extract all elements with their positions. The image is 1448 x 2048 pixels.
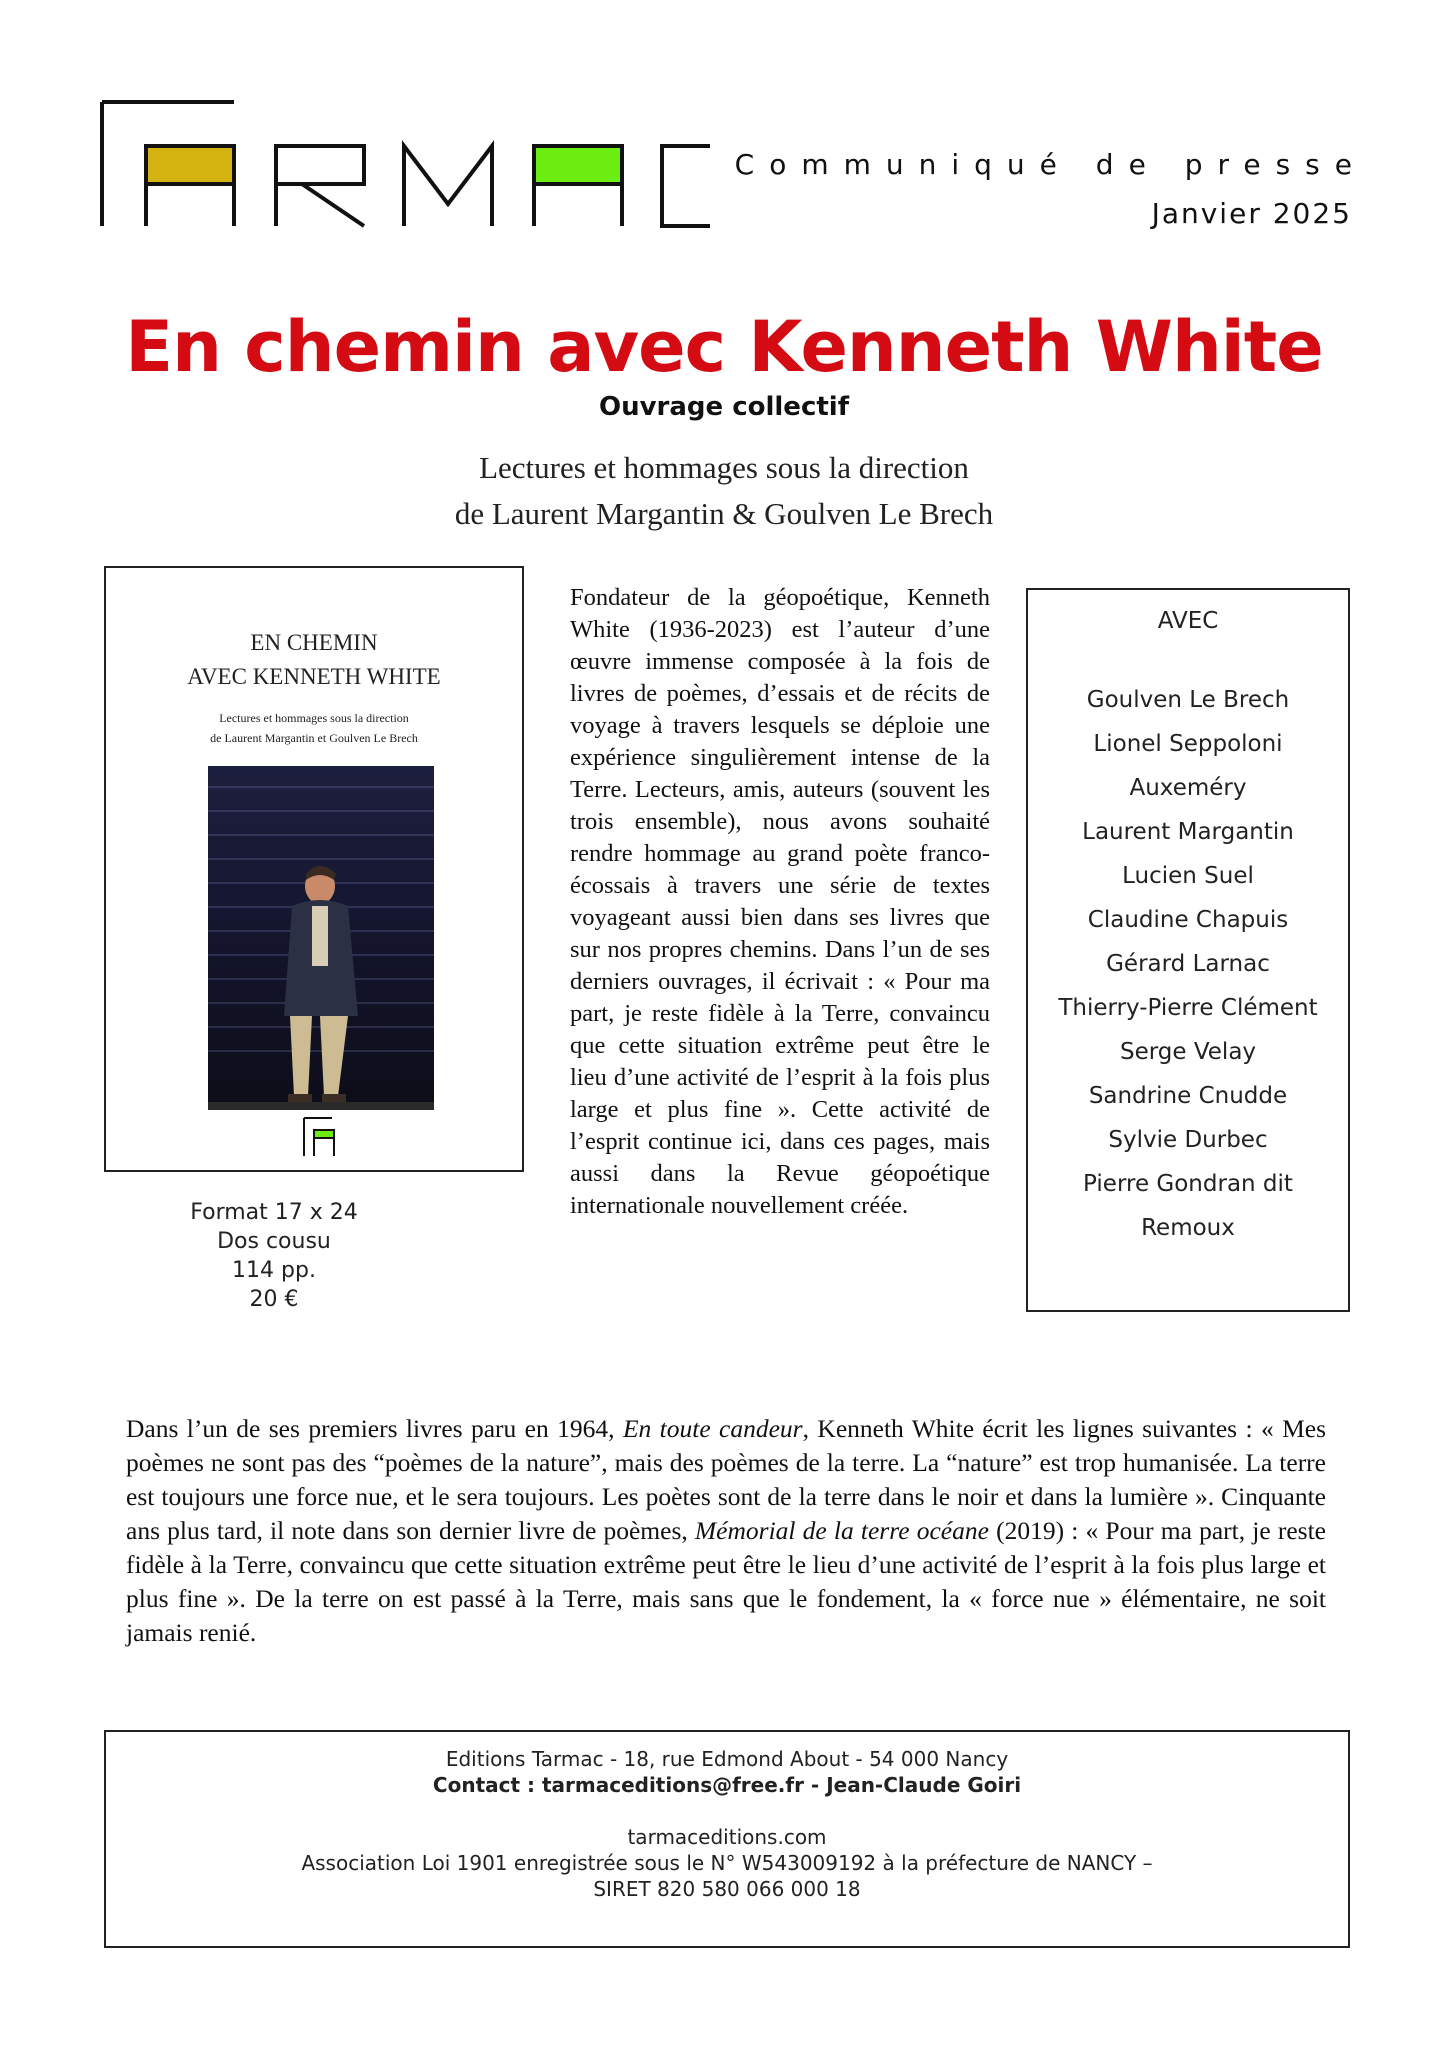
presentation-text: Fondateur de la géopoétique, Kenneth White (1936-2023) est l’auteur d’une œuvre immense composée à la fois de livres de poèmes, d’essais et de récits de voyage à travers lesquels se déploie une expérience singulièrement intense de la Terre. Lecteurs, amis, auteurs (souvent les trois ensemble), nous avons souhaité rendre hommage au grand poète franco-écossais à travers une série de textes voyageant aussi bien dans ses livres que sur nos propres chemins. Dans l’un de ses derniers ouvrages, il écrivait : « Pour ma part, je reste fidèle à la Terre, convaincu que cette situation extrême peut être le lieu d’une activité de l’esprit à la fois plus large et plus fine ». Cette activité de l’esprit continue ici, dans ces pages, mais aussi dans la Revue géopoétique internationale nouvellement créée.: [570, 584, 990, 1219]
quote-text-part-2: , Kenneth White écrit les lignes suivantes : « Mes poèmes ne sont pas des “poèmes de la nature”, mais des poèmes de la terre. La “nature” est trop humanisée. La terre est toujours une force nue, et le sera toujours. Les poètes sont de la terre dans le noir et dans la lumière ». Cinquante ans plus tard, il note dans son dernier livre de poèmes,: [126, 1414, 1327, 1545]
book-title-en-toute-candeur: En toute candeur: [622, 1414, 803, 1443]
website-link[interactable]: tarmaceditions.com: [627, 1825, 827, 1849]
quote-text-part-1: Dans l’un de ses premiers livres paru en 1964,: [126, 1414, 623, 1443]
format-price: 20 €: [249, 1287, 299, 1312]
cover-photo: [208, 766, 434, 1110]
portrait-figure: [208, 766, 434, 1110]
direction-line-2: de Laurent Margantin & Goulven Le Brech: [454, 496, 994, 531]
book-cover: [104, 566, 524, 1172]
cover-subtitle-line-2: de Laurent Margantin et Goulven Le Brech: [210, 731, 418, 745]
cover-publisher-logo: [302, 1116, 342, 1158]
contributor-name: Sylvie Durbec: [1108, 1127, 1268, 1153]
contributor-name: Pierre Gondran dit: [1083, 1171, 1293, 1197]
direction-line-1: Lectures et hommages sous la direction: [479, 450, 969, 485]
book-format-info: [104, 1198, 444, 1314]
format-binding: Dos cousu: [217, 1229, 331, 1254]
tarmac-logo: [100, 100, 712, 230]
cover-subtitle: [106, 708, 522, 748]
page-subtitle: Ouvrage collectif: [598, 392, 850, 422]
footer-contact-box: [104, 1730, 1350, 1948]
contributors-heading: AVEC: [1157, 608, 1219, 634]
contact-line: Contact : tarmaceditions@free.fr - Jean-Claude Goiri: [432, 1773, 1022, 1797]
contributor-name: Remoux: [1141, 1215, 1235, 1241]
cover-title-line-2: AVEC KENNETH WHITE: [187, 664, 441, 689]
book-title-memorial: Mémorial de la terre océane: [694, 1516, 989, 1545]
association-registration: Association Loi 1901 enregistrée sous le N° W543009192 à la préfecture de NANCY –: [301, 1851, 1153, 1875]
contributor-name: Lionel Seppoloni: [1093, 731, 1283, 757]
quote-paragraph: [126, 1412, 1326, 1650]
siret-number: SIRET 820 580 066 000 18: [593, 1877, 861, 1901]
contributors-list: [1028, 678, 1348, 1250]
page-title: En chemin avec Kenneth White: [125, 306, 1323, 388]
contributor-name: Goulven Le Brech: [1086, 687, 1290, 713]
contributor-name: Thierry-Pierre Clément: [1058, 995, 1318, 1021]
publisher-address: Editions Tarmac - 18, rue Edmond About - 54 000 Nancy: [445, 1747, 1009, 1771]
contributor-name: Claudine Chapuis: [1087, 907, 1289, 933]
contributors-box: [1026, 588, 1350, 1312]
press-release-label: Communiqué de presse: [734, 148, 1367, 181]
contributor-name: Gérard Larnac: [1106, 951, 1270, 977]
contributor-name: Serge Velay: [1119, 1039, 1257, 1065]
cover-title: [106, 626, 522, 694]
header-meta: [734, 148, 1367, 230]
release-date: Janvier 2025: [1151, 197, 1352, 230]
contributor-name: Laurent Margantin: [1082, 819, 1294, 845]
contributor-name: Lucien Suel: [1122, 863, 1254, 889]
contributor-name: Auxeméry: [1129, 775, 1247, 801]
format-size: Format 17 x 24: [190, 1200, 358, 1225]
contributor-name: Sandrine Cnudde: [1088, 1083, 1288, 1109]
cover-title-line-1: EN CHEMIN: [250, 630, 378, 655]
direction-credits: [0, 445, 1448, 537]
cover-subtitle-line-1: Lectures et hommages sous la direction: [219, 711, 409, 725]
quote-text-part-3: (2019) : « Pour ma part, je reste fidèle à la Terre, convaincu que cette situation extrême peut être le lieu d’une activité de l’esprit à la fois plus large et plus fine ». De la terre on est passé à la Terre, mais sans que le fondement, la « force nue » élémentaire, ne soit jamais renié.: [126, 1516, 1326, 1647]
format-pages: 114 pp.: [232, 1258, 316, 1283]
